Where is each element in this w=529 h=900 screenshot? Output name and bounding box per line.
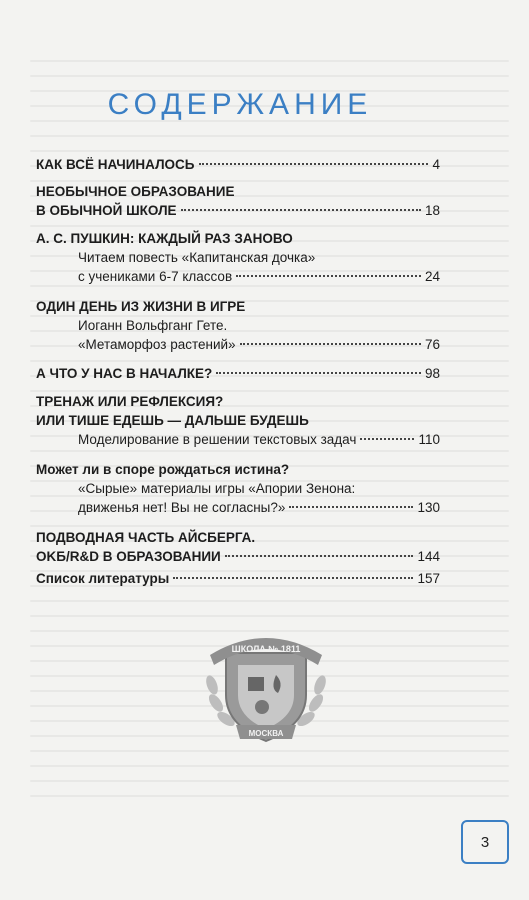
toc-line-text: КАК ВСЁ НАЧИНАЛОСЬ <box>36 157 195 172</box>
toc-line <box>36 479 440 498</box>
page-title: СОДЕРЖАНИЕ <box>107 88 373 121</box>
emblem-top-text: ШКОЛА № 1811 <box>231 644 301 654</box>
toc-leader-dots <box>216 372 421 374</box>
toc-line-text: В ОБЫЧНОЙ ШКОЛЕ <box>36 203 177 218</box>
background-line <box>30 600 509 602</box>
background-line <box>30 615 509 617</box>
background-line <box>30 765 509 767</box>
toc-line-text: ТРЕНАЖ ИЛИ РЕФЛЕКСИЯ? <box>36 394 224 409</box>
toc-line <box>36 498 440 517</box>
background-line <box>30 750 509 752</box>
toc-line <box>36 364 440 383</box>
toc-line-text: «Метаморфоз растений» <box>78 337 236 352</box>
toc-line <box>36 569 440 588</box>
toc-page-number: 98 <box>424 366 440 381</box>
toc-line <box>36 392 440 411</box>
toc-entry <box>36 229 440 286</box>
toc-line <box>36 430 440 449</box>
toc-line <box>36 316 440 335</box>
background-line <box>30 780 509 782</box>
toc-entry <box>36 155 440 174</box>
toc-line-text: ИЛИ ТИШЕ ЕДЕШЬ — ДАЛЬШЕ БУДЕШЬ <box>36 413 309 428</box>
toc-entry <box>36 392 440 449</box>
toc-page-number: 157 <box>417 571 440 586</box>
background-line <box>30 60 509 62</box>
toc-line <box>36 297 440 316</box>
toc-line-text: НЕОБЫЧНОЕ ОБРАЗОВАНИЕ <box>36 184 235 199</box>
toc-line <box>36 411 440 430</box>
toc-line <box>36 547 440 566</box>
toc-line <box>36 460 440 479</box>
background-line <box>30 150 509 152</box>
toc-entry <box>36 364 440 383</box>
toc-line-text: А. С. ПУШКИН: КАЖДЫЙ РАЗ ЗАНОВО <box>36 231 293 246</box>
toc-leader-dots <box>360 438 414 440</box>
toc-leader-dots <box>181 209 421 211</box>
toc-page-number: 130 <box>417 500 440 515</box>
toc-line-text: движенья нет! Вы не согласны?» <box>78 500 286 515</box>
toc-line-text: А ЧТО У НАС В НАЧАЛКЕ? <box>36 366 213 381</box>
toc-line-text: Моделирование в решении текстовых задач <box>78 432 357 447</box>
toc-line <box>36 335 440 354</box>
toc-line-text: Может ли в споре рождаться истина? <box>36 462 290 477</box>
toc-line-text: Иоганн Вольфганг Гете. <box>78 318 228 333</box>
toc-page-number: 4 <box>432 157 440 172</box>
toc-page-number: 144 <box>417 549 440 564</box>
toc-line-text: с учениками 6-7 классов <box>78 269 233 284</box>
toc-leader-dots <box>199 163 429 165</box>
background-line <box>30 360 509 362</box>
toc-line <box>36 229 440 248</box>
toc-line-text: ПОДВОДНАЯ ЧАСТЬ АЙСБЕРГА. <box>36 530 256 545</box>
page-number: 3 <box>480 833 490 851</box>
toc-page-number: 24 <box>424 269 440 284</box>
toc-line-text: «Сырые» материалы игры «Апории Зенона: <box>78 481 356 496</box>
toc-leader-dots <box>225 555 414 557</box>
background-line <box>30 795 509 797</box>
toc-line <box>36 528 440 547</box>
background-line <box>30 225 509 227</box>
emblem-bottom-text: МОСКВА <box>248 729 284 738</box>
toc-entry <box>36 182 440 220</box>
toc-line-text: Список литературы <box>36 571 170 586</box>
toc-page-number: 18 <box>424 203 440 218</box>
toc-line <box>36 182 440 201</box>
page-number-box <box>461 820 509 864</box>
toc-leader-dots <box>240 343 421 345</box>
toc-line <box>36 267 440 286</box>
toc-page-number: 76 <box>424 337 440 352</box>
toc-leader-dots <box>173 577 413 579</box>
toc-leader-dots <box>236 275 421 277</box>
toc-line-text: ОДИН ДЕНЬ ИЗ ЖИЗНИ В ИГРЕ <box>36 299 246 314</box>
toc-entry <box>36 528 440 566</box>
toc-line <box>36 201 440 220</box>
background-line <box>30 525 509 527</box>
background-line <box>30 75 509 77</box>
background-line <box>30 135 509 137</box>
toc-entry <box>36 297 440 354</box>
toc-entry <box>36 460 440 517</box>
toc-line <box>36 248 440 267</box>
toc-page-number: 110 <box>418 432 440 447</box>
school-emblem <box>196 625 336 745</box>
toc-line <box>36 155 440 174</box>
toc-line-text: Читаем повесть «Капитанская дочка» <box>78 250 316 265</box>
toc-line-text: OKБ/R&D В ОБРАЗОВАНИИ <box>36 549 221 564</box>
background-line <box>30 450 509 452</box>
toc-leader-dots <box>289 506 413 508</box>
toc-entry <box>36 569 440 588</box>
